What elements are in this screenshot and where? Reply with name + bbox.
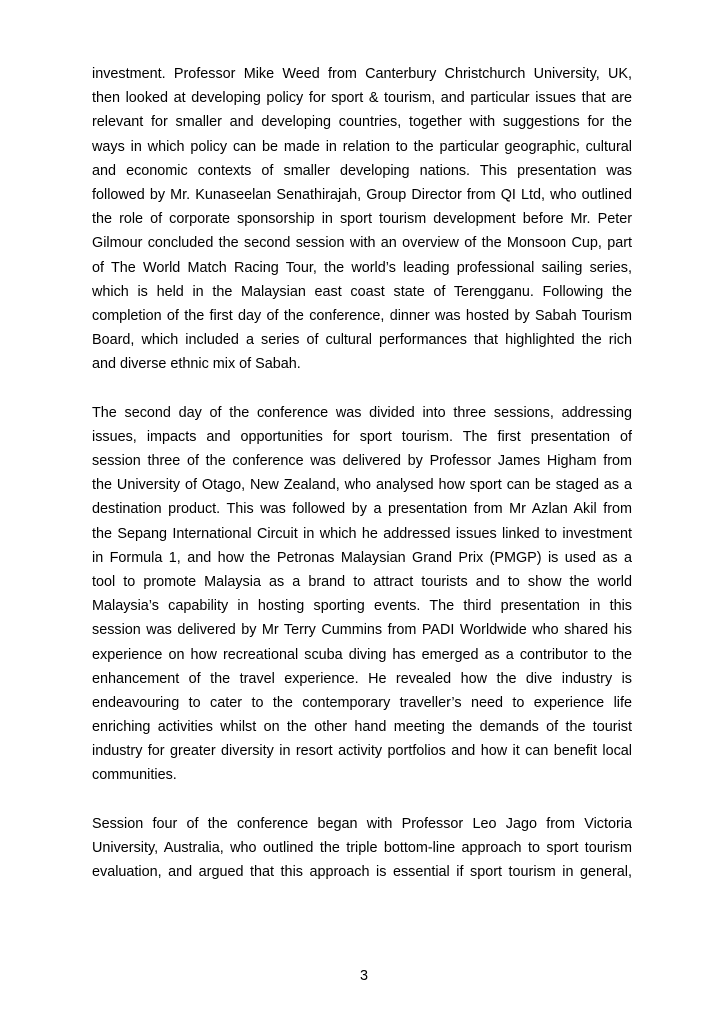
text-line: Gilmour concluded the second session with an overview of the Monsoon Cup, part	[92, 235, 632, 252]
paragraph	[92, 62, 632, 376]
text-line: destination product. This was followed by a presentation from Mr Azlan Akil from	[92, 501, 632, 518]
paragraph	[92, 401, 632, 788]
text-line: relevant for smaller and developing countries, together with suggestions for the	[92, 114, 632, 131]
text-line: The second day of the conference was divided into three sessions, addressing	[92, 404, 632, 421]
text-line: ways in which policy can be made in relation to the particular geographic, cultural	[92, 138, 632, 155]
page-number: 3	[359, 968, 368, 984]
paragraph-gap	[92, 376, 632, 400]
text-line: completion of the first day of the conference, dinner was hosted by Sabah Tourism	[92, 307, 632, 324]
text-line: followed by Mr. Kunaseelan Senathirajah, Group Director from QI Ltd, who outlined	[92, 186, 632, 203]
text-line: Session four of the conference began with Professor Leo Jago from Victoria	[92, 815, 632, 832]
text-line: industry for greater diversity in resort activity portfolios and how it can benefit local	[92, 743, 632, 760]
text-line: and economic contexts of smaller developing nations. This presentation was	[92, 162, 632, 179]
text-line: investment. Professor Mike Weed from Canterbury Christchurch University, UK,	[92, 66, 632, 82]
text-line: enhancement of the travel experience. He revealed how the dive industry is	[92, 670, 632, 687]
text-line: the University of Otago, New Zealand, who analysed how sport can be staged as a	[92, 477, 632, 494]
text-line: enriching activities whilst on the other hand meeting the demands of the tourist	[92, 719, 632, 736]
body-text	[92, 62, 632, 884]
text-line: issues, impacts and opportunities for sport tourism. The first presentation of	[92, 428, 632, 445]
text-line: in Formula 1, and how the Petronas Malaysian Grand Prix (PMGP) is used as a	[92, 549, 632, 566]
text-line: session three of the conference was delivered by Professor James Higham from	[92, 453, 632, 469]
paragraph	[92, 812, 632, 885]
text-line: the role of corporate sponsorship in sport tourism development before Mr. Peter	[92, 211, 632, 228]
text-line: University, Australia, who outlined the triple bottom-line approach to sport tourism	[92, 840, 632, 856]
text-line: the Sepang International Circuit in which he addressed issues linked to investment	[92, 525, 632, 542]
text-line: Board, which included a series of cultural performances that highlighted the rich	[92, 332, 632, 349]
text-line: session was delivered by Mr Terry Cummins from PADI Worldwide who shared his	[92, 622, 632, 639]
text-line: Malaysia’s capability in hosting sporting events. The third presentation in this	[92, 598, 632, 615]
text-line: tool to promote Malaysia as a brand to attract tourists and to show the world	[92, 573, 632, 590]
text-line: evaluation, and argued that this approach is essential if sport tourism in general,	[92, 864, 632, 881]
text-line: then looked at developing policy for sport & tourism, and particular issues that are	[92, 90, 632, 107]
paragraph-gap	[92, 788, 632, 812]
text-line: and diverse ethnic mix of Sabah.	[92, 356, 301, 373]
text-line: which is held in the Malaysian east coast state of Terengganu. Following the	[92, 283, 632, 300]
text-line: of The World Match Racing Tour, the world’s leading professional sailing series,	[92, 259, 632, 276]
text-line: endeavouring to cater to the contemporary traveller’s need to experience life	[92, 694, 632, 711]
text-line: experience on how recreational scuba diving has emerged as a contributor to the	[92, 646, 632, 663]
text-line: communities.	[92, 767, 177, 784]
